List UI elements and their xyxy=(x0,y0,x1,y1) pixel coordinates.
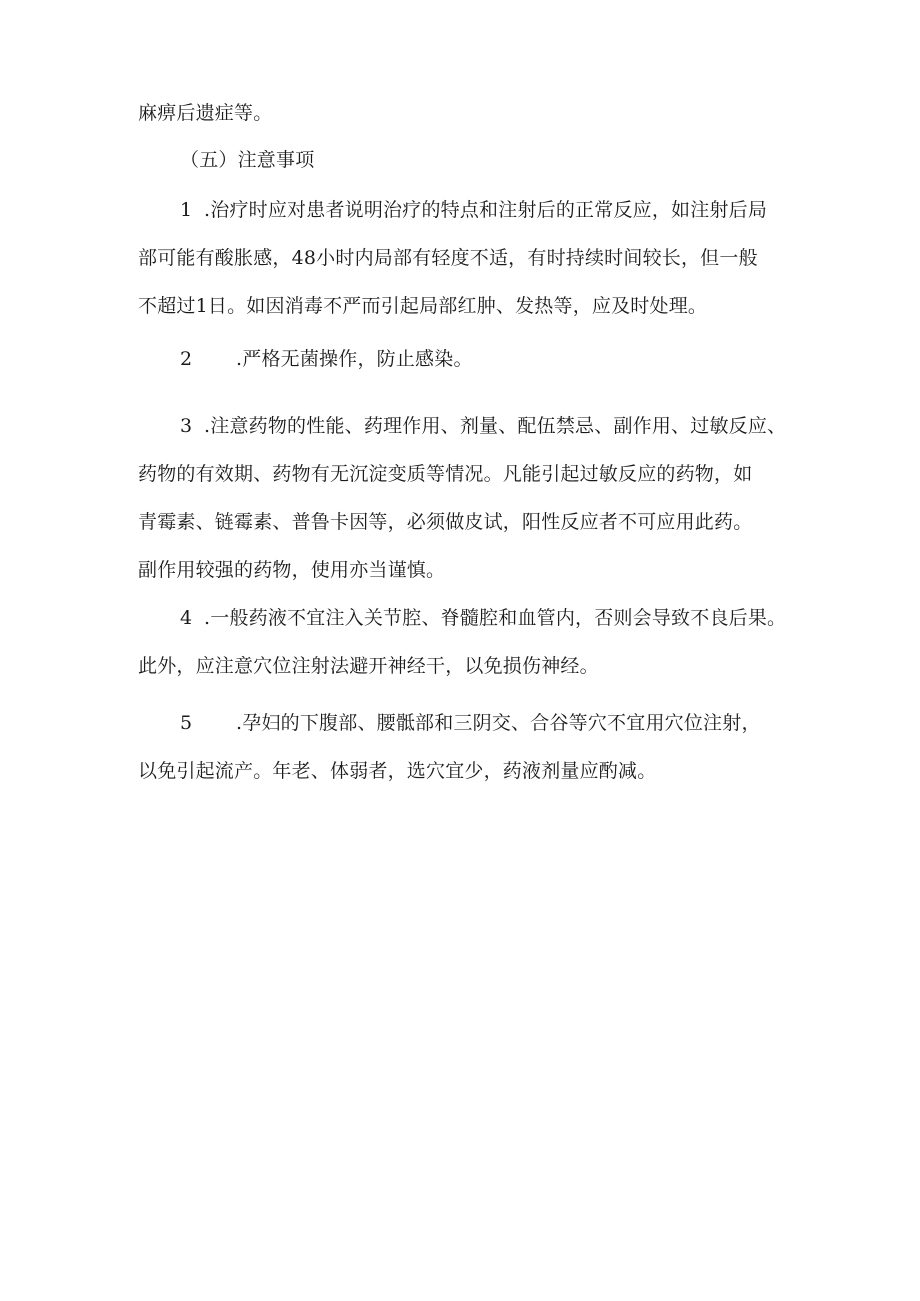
section-heading: （五）注意事项 xyxy=(180,149,315,171)
item-text: .注意药物的性能、药理作用、剂量、配伍禁忌、副作用、过敏反应、 xyxy=(204,415,787,437)
item-text: .严格无菌操作，防止感染。 xyxy=(236,348,473,370)
list-item-1-line-3: 不超过1日。如因消毒不严而引起局部红肿、发热等，应及时处理。 xyxy=(138,295,708,317)
list-item-5-line-1 xyxy=(180,711,761,735)
list-item-1-line-1 xyxy=(180,198,767,222)
list-item-4-line-1 xyxy=(180,606,786,630)
item-text: .治疗时应对患者说明治疗的特点和注射后的正常反应，如注射后局 xyxy=(204,199,768,221)
list-item-3-line-4: 副作用较强的药物，使用亦当谨慎。 xyxy=(138,559,446,581)
list-item-2-line-1 xyxy=(180,347,473,371)
list-item-1-line-2: 部可能有酸胀感，48小时内局部有轻度不适，有时持续时间较长，但一般 xyxy=(138,247,758,269)
list-item-3-line-2: 药物的有效期、药物有无沉淀变质等情况。凡能引起过敏反应的药物，如 xyxy=(138,463,753,485)
item-number: 2 xyxy=(180,348,193,370)
list-item-3-line-3: 青霉素、链霉素、普鲁卡因等，必须做皮试，阳性反应者不可应用此药。 xyxy=(138,511,753,533)
list-item-3-line-1 xyxy=(180,414,786,438)
item-text: .孕妇的下腹部、腰骶部和三阴交、合谷等穴不宜用穴位注射， xyxy=(236,712,761,734)
list-item-4-line-2: 此外，应注意穴位注射法避开神经干，以免损伤神经。 xyxy=(138,655,599,677)
item-number: 1 xyxy=(180,199,193,221)
item-text: .一般药液不宜注入关节腔、脊髓腔和血管内，否则会导致不良后果。 xyxy=(204,607,787,629)
item-number: 5 xyxy=(180,712,193,734)
item-number: 4 xyxy=(180,607,193,629)
list-item-5-line-2: 以免引起流产。年老、体弱者，选穴宜少，药液剂量应酌减。 xyxy=(138,760,657,782)
continuation-line: 麻痹后遗症等。 xyxy=(138,102,273,124)
item-number: 3 xyxy=(180,415,193,437)
